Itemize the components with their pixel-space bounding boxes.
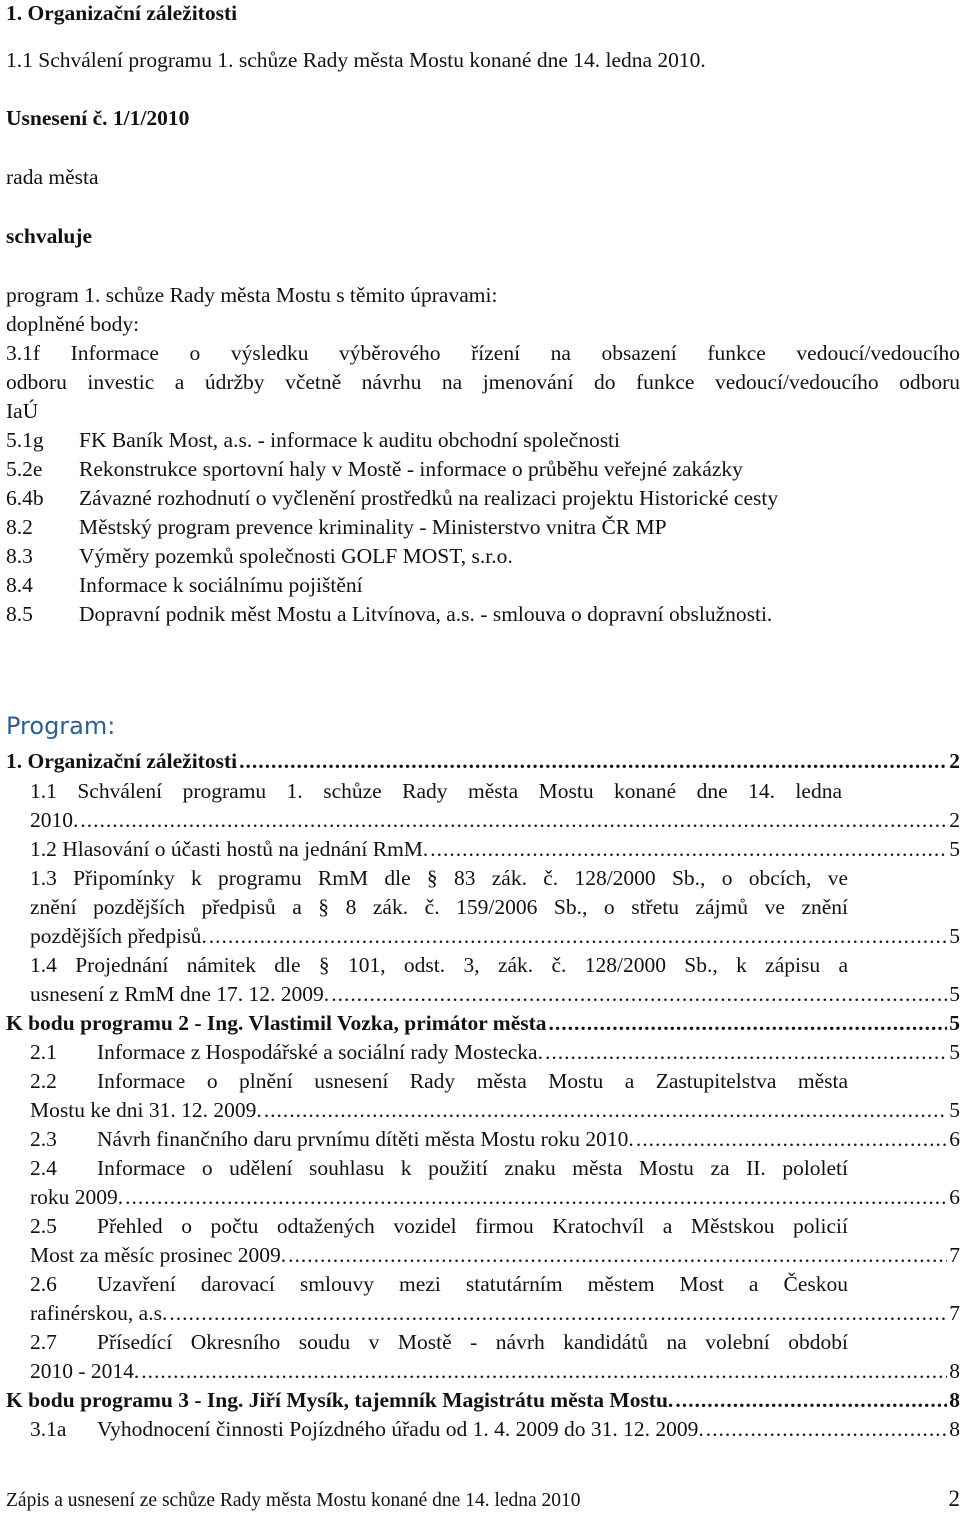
item-number: 6.4b — [6, 486, 44, 510]
list-item — [6, 514, 667, 540]
toc-entry-line: 2.5 Přehled o počtu odtažených vozidel firmou Kratochvíl a Městskou policií — [30, 1214, 848, 1238]
toc-entry[interactable]: Mostu ke dni 31. 12. 2009. ..... 5 — [30, 1097, 960, 1123]
list-item — [6, 601, 772, 627]
toc-entry-line: 1.3 Připomínky k programu RmM dle § 83 zák. č. 128/2000 Sb., o obcích, ve — [30, 866, 848, 890]
item-3-1f-line2: odboru investic a údržby včetně návrhu na jmenování do funkce vedoucí/vedoucího odboru — [6, 370, 960, 394]
council-label: rada města — [6, 165, 99, 189]
toc-entry-line: 2.7 Přísedící Okresního soudu v Mostě - návrh kandidátů na volební období — [30, 1330, 848, 1354]
subsection-title: 1.1 Schválení programu 1. schůze Rady města Mostu konané dne 14. ledna 2010. — [6, 48, 706, 72]
item-text: Závazné rozhodnutí o vyčlenění prostředků na realizaci projektu Historické cesty — [79, 486, 779, 510]
toc-entry[interactable]: Most za měsíc prosinec 2009. ..... 7 — [30, 1242, 960, 1268]
page-number: 2 — [948, 1486, 960, 1511]
toc-entry[interactable]: 1.2 Hlasování o účasti hostů na jednání RmM. ..... 5 — [30, 836, 960, 862]
toc-entry[interactable]: pozdějších předpisů. ..... 5 — [30, 923, 960, 949]
toc-entry[interactable]: 1. Organizační záležitosti ..... 2 — [6, 748, 960, 774]
program-title: Program: — [6, 712, 116, 740]
item-number: 5.2e — [6, 457, 43, 481]
item-text: Městský program prevence kriminality - Ministerstvo vnitra ČR MP — [79, 515, 667, 539]
item-number: 8.2 — [6, 515, 33, 539]
item-number: 5.1g — [6, 428, 44, 452]
item-number: 8.5 — [6, 602, 33, 626]
toc-entry[interactable]: 2.1 Informace z Hospodářské a sociální rady Mostecka. ..... 5 — [30, 1039, 960, 1065]
toc-entry-line: 2.2 Informace o plnění usnesení Rady města Mostu a Zastupitelstva města — [30, 1069, 848, 1093]
footer-text: Zápis a usnesení ze schůze Rady města Mostu konané dne 14. ledna 2010 — [6, 1490, 581, 1511]
added-items-label: doplněné body: — [6, 312, 140, 336]
item-text: Dopravní podnik měst Mostu a Litvínova, a.s. - smlouva o dopravní obslužnosti. — [79, 602, 773, 626]
toc-entry[interactable]: 3.1a Vyhodnocení činnosti Pojízdného úřadu od 1. 4. 2009 do 31. 12. 2009. ..... 8 — [30, 1416, 960, 1442]
item-text: FK Baník Most, a.s. - informace k auditu obchodní společnosti — [79, 428, 621, 452]
item-3-1f-line1: 3.1f Informace o výsledku výběrového řízení na obsazení funkce vedoucí/vedoucího — [6, 341, 960, 365]
list-item — [6, 543, 513, 569]
list-item — [6, 485, 778, 511]
toc-entry[interactable]: 2.3 Návrh finančního daru prvnímu dítěti města Mostu roku 2010. ..... 6 — [30, 1126, 960, 1152]
toc-entry[interactable]: roku 2009. ..... 6 — [30, 1184, 960, 1210]
section-heading: 1. Organizační záležitosti — [6, 1, 238, 25]
toc-entry-line: 2.4 Informace o udělení souhlasu k použití znaku města Mostu za II. pololetí — [30, 1156, 848, 1180]
item-text: Rekonstrukce sportovní haly v Mostě - informace o průběhu veřejné zakázky — [79, 457, 743, 481]
list-item — [6, 456, 743, 482]
list-item — [6, 427, 620, 453]
item-number: 8.3 — [6, 544, 33, 568]
approves-label: schvaluje — [6, 224, 92, 248]
list-item — [6, 572, 363, 598]
program-line: program 1. schůze Rady města Mostu s těmito úpravami: — [6, 283, 498, 307]
toc-entry[interactable]: usnesení z RmM dne 17. 12. 2009. ..... 5 — [30, 981, 960, 1007]
toc-entry-line: znění pozdějších předpisů a § 8 zák. č. 159/2006 Sb., o střetu zájmů ve znění — [30, 895, 848, 919]
toc-entry[interactable]: 2010 - 2014. ..... 8 — [30, 1358, 960, 1384]
item-number: 8.4 — [6, 573, 33, 597]
resolution-number: Usnesení č. 1/1/2010 — [6, 106, 190, 130]
toc-entry[interactable]: rafinérskou, a.s. ..... 7 — [30, 1300, 960, 1326]
toc-entry[interactable]: K bodu programu 2 - Ing. Vlastimil Vozka, primátor města ..... 5 — [6, 1010, 960, 1036]
item-3-1f-line3: IaÚ — [6, 399, 39, 423]
toc-entry-line: 2.6 Uzavření darovací smlouvy mezi statutárním městem Most a Českou — [30, 1272, 848, 1296]
item-text: Informace k sociálnímu pojištění — [79, 573, 363, 597]
toc-entry-line: 1.1 Schválení programu 1. schůze Rady města Mostu konané dne 14. ledna — [30, 779, 842, 803]
page-footer — [6, 1486, 960, 1512]
toc-entry[interactable]: K bodu programu 3 - Ing. Jiří Mysík, tajemník Magistrátu města Mostu. ..... 8 — [6, 1387, 960, 1413]
toc-entry-line: 1.4 Projednání námitek dle § 101, odst. 3, zák. č. 128/2000 Sb., k zápisu a — [30, 953, 848, 977]
toc-entry[interactable]: 2010. ..... 2 — [30, 807, 960, 833]
item-text: Výměry pozemků společnosti GOLF MOST, s.r.o. — [79, 544, 513, 568]
